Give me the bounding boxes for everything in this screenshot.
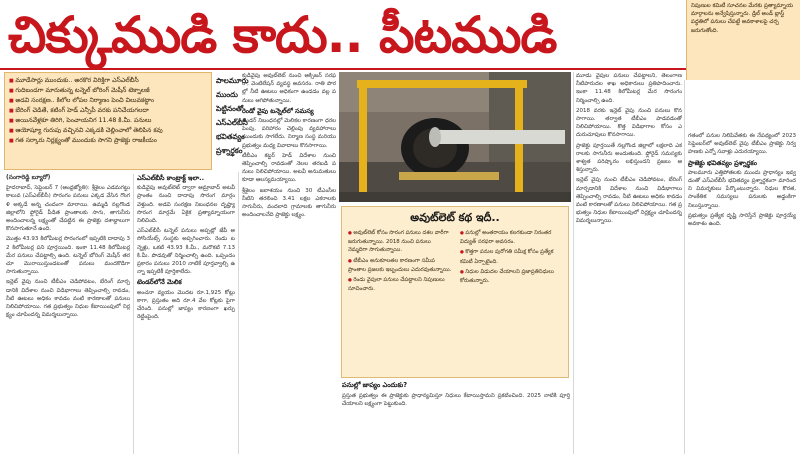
article-column-1 [6,174,130,454]
paragraph: మొత్తం 43.93 కిలోమీటర్ల సొరంగంలో ఇప్పటికి దాదాపు 32 కిలోమీటర్ల పని పూర్తయింది. ఇంకా 11.48 కిలోమీటర్ల మేర పనులు చేపట్టాల్సి ఉంది. టన్నెల్ బోరింగ్ మెషీన్ తరచూ మొరాయిస్తుండటంతో పనులు మందకొడిగా సాగుతున్నాయి. [6,236,130,276]
pull-quote-line: ఎస్ఎల్‌బీసీ [216,118,248,127]
sidebar-column-right [460,229,564,377]
headline-rule [0,68,800,70]
summary-bullet: ■ గత సర్కారు నిర్లక్ష్యంతో ముందుకు సాగని ప్రాజెక్టు రాజకీయం [9,136,207,146]
paragraph: టెండర్ నిబంధనల్లో మెలికల కారణంగా ధరల పెంపు, పరిహారం చెల్లింపు వ్యవహారాలు ముందుకు సాగలేదు. నిర్మాణ సంస్థ మరియు ప్రభుత్వం మధ్య వివాదాలు కొనసాగాయి. [242,118,336,149]
sidebar-title: అవుట్‌లెట్ కథ ఇదీ.. [410,211,500,224]
paragraph: పాలమూరు ఎత్తిపోతలకు ముందు ప్రాధాన్యం ఇవ్వడంతో ఎస్ఎల్‌బీసీ భవితవ్యం ప్రశ్నార్థకంగా మారిందని విమర్శకులు పేర్కొంటున్నారు. నిధుల కొరత, సాంకేతిక సమస్యలు పనులకు అడ్డంకిగా నిలుస్తున్నాయి. [688,169,796,209]
paragraph: హైదరాబాద్, సెప్టెంబర్ 7 (ఆంధ్రజ్యోతి): శ్రీశైలం ఎడమగట్టు కాలువ (ఎస్ఎల్‌బీసీ) సొరంగం పనులు ఎక్కడ వేసిన గొంగళి అక్కడే అన్న చందంగా మారాయి. ఉమ్మడి నల్లగొండ జిల్లాలోని ఫ్లోరైడ్ పీడిత ప్రాంతాలకు సాగు, తాగునీరు అందించాలన్న లక్ష్యంతో చేపట్టిన ఈ ప్రాజెక్టు దశాబ్దాలుగా కొనసాగుతూనే ఉంది. [6,185,130,233]
right-top-text: నిపుణుల కమిటీ సూచనల మేరకు ప్రత్యామ్నాయ మార్గాలను అన్వేషిస్తున్నారు. డ్రిల్ అండ్ బ్లాస్ట్ పద్ధతిలో పనులు చేపట్టే అవకాశాలపై చర్చ జరుగుతోంది. [691,3,794,34]
sidebar-point: ● పనుల్లో అంతరాయం కలగకుండా నిరంతర విద్యుత్ సరఫరా అవసరం. [460,229,564,246]
right-top-box [686,0,800,80]
summary-bullet: ■ బేరింగ్ చెడితే, కటింగ్ హెడ్ ఎన్సీపీ వరకు పనిచేయగలదా [9,106,207,116]
paragraph: ఇన్లెట్ వైపు నుంచి టీబీఎం చెడిపోవటం, బేరింగ్ మార్చడానికి విదేశాల నుంచి విడిభాగాలు తెప్పించాల్సి రావడం, నీటి ఊటలు అధికం కావడం వంటి కారణాలతో పనులు నిలిచిపోయాయి. గత ప్రభుత్వం నిధుల కేటాయింపులో నిర్లక్ష్యం చూపిందన్న విమర్శలున్నాయి. [6,279,130,319]
subheading: ఎస్ఎల్‌బీసీ కాంట్రాక్ట్ ఇలా.. [137,174,204,182]
paragraph: అంచనా వ్యయం మొదట రూ.1,925 కోట్లు కాగా, ప్రస్తుతం అది రూ.4 వేల కోట్లకు పైగా చేరింది. పనుల్లో జాప్యం కారణంగా ఖర్చు రెట్టింపైంది. [137,289,235,321]
subheading: ప్రాజెక్టు భవితవ్యం ప్రశ్నార్థకం [688,158,757,167]
article-column-5 [688,132,796,454]
subheading: టెండర్‌లోనే మెలిక [137,278,182,287]
paragraph: ప్రాజెక్టు పూర్తయితే నల్లగొండ జిల్లాలో లక్షలాది ఎకరాలకు సాగునీరు అందుతుంది. ఫ్లోరైడ్ సమస్యకు శాశ్వత పరిష్కారం లభిస్తుందని ప్రజలు ఆశిస్తున్నారు. [576,142,682,174]
sidebar-point: ● కొత్తగా పనుల పురోగతి సమీక్ష కోసం ప్రత్యేక కమిటీ ఏర్పాటైంది. [460,248,564,265]
pull-quote-line: ప్రశ్నార్థకం [216,146,243,155]
summary-bullet: ■ అయినవేళ్లకూ తిరిగి, పెంచాయనిగ 11.48 కి.మీ. పనులు [9,116,207,126]
column-divider [133,174,134,454]
summary-bullet: ■ అడవి సంరక్షణ.. కిలోల లోపల నిర్మాణం పెంచి విలువకట్టాం [9,96,207,106]
paragraph: కుడివైపు అవుట్‌లెట్ నుంచి ఆక్సిజన్ సరఫరా, వెంటిలేషన్ వ్యవస్థ అవసరం. రాతి పొరల్లో నీటి ఊటలు అధికంగా ఉండడం వల్ల పనులు ఆగిపోతున్నాయి. [242,73,336,104]
sidebar-box [341,206,569,378]
paragraph: ప్రభుత్వం ప్రత్యేక దృష్టి సారిస్తేనే ప్రాజెక్టు పూర్తయ్యే అవకాశం ఉంది. [688,212,796,228]
bottom-subheading: పనుల్లో జాప్యం ఎందుకు? [342,381,408,389]
paragraph: గతంలో పనుల నిలిపివేతకు ఈ నేపథ్యంలో 2023 సెప్టెంబర్‌లో అవుట్‌లెట్ వైపు టీబీఎం ప్రాజెక్టు నిర్వహణకు ఎన్నో సవాళ్లు ఎదురయ్యాయి. [688,133,796,156]
tunnel-image [339,72,571,202]
sidebar-point: ● టీబీఎం అనుకూలతల కారణంగా సమీప ప్రాంతాల ప్రజలకు ఇబ్బందులు ఎదురవుతున్నాయి. [348,257,452,274]
sidebar-point: ● రెండు వైపులా పనులు చేపట్టాలని నిపుణులు సూచించారు. [348,276,452,293]
column-divider [238,172,239,454]
paragraph: 2018 వరకు ఇన్లెట్ వైపు నుంచి పనులు కొనసాగాయి. తర్వాత టీబీఎం పాడవడంతో నిలిచిపోయాయి. కొత్త విడిభాగాల కోసం ఎదురుచూపులు కొనసాగాయి. [576,107,682,139]
paragraph: ఇన్లెట్ వైపు నుంచి టీబీఎం చెడిపోవటం, బేరింగ్ మార్చడానికి విదేశాల నుంచి విడిభాగాలు తెప్పించాల్సి రావడం, నీటి ఊటలు అధికం కావడం వంటి కారణాలతో పనులు నిలిచిపోయాయి. గత ప్రభుత్వం నిధుల కేటాయింపులో నిర్లక్ష్యం చూపిందన్న విమర్శలున్నాయి. [576,177,682,225]
column-divider [684,80,685,454]
summary-bullet: ■ గుదిబండగా మారుతున్న టన్నెల్ బోరింగ్ మెషీన్ టెక్నాలజీ [9,86,207,96]
subheading: రెండో వైపు టన్నెల్‌లో సమస్య [242,106,314,115]
article-column-3 [242,72,336,454]
article-column-4 [576,72,682,454]
paragraph: ఎస్ఎల్‌బీసీ టన్నెల్ పనులు అప్పట్లో జేపీ అసోసియేట్స్ సంస్థకు అప్పగించారు. రెండు టన్నెళ్లు, ఒకటి 43.93 కి.మీ., మరొకటి 7.13 కి.మీ. పొడవుతో నిర్మించాల్సి ఉంది. ఒప్పందం ప్రకారం పనులు 2010 నాటికే పూర్తవ్వాల్సి ఉన్నా ఇప్పటికీ పూర్తికాలేదు. [137,228,235,276]
article-bottom-block [342,392,570,454]
paragraph: టీబీఎం కట్టర్ హెడ్ విదేశాల నుంచి తెప్పించాల్సి రావడంతో నెలల తరబడి పనులు నిలిచిపోయాయి. అటవీ అనుమతులు కూడా ఆలస్యమయ్యాయి. [242,152,336,184]
summary-bullet: ■ మూడేసార్లు ముందుకు.. అరకొర విరిక్తిగా ఎస్ఎల్‌బీసీ [9,76,207,86]
pull-quote-line: భవితవ్యం [216,132,245,141]
sidebar-point: ● నిధుల విడుదల చేయాలని ప్రజాప్రతినిధులు కోరుతున్నారు. [460,268,564,285]
headline: చిక్కుముడి కాదు.. పీటముడి [8,6,557,64]
sidebar-point: ● అవుట్‌లెట్ కోసం సొరంగ పనులు దశల వారీగా జరుగుతున్నాయి. 2018 నుంచి పనులు నెమ్మదిగా సాగుతున్నాయి. [348,229,452,255]
column-divider [573,72,574,454]
pull-quote-line: పాలమూరు [216,76,249,85]
pull-quote-line: ముందు [216,90,238,99]
tunnel-photo [339,72,571,202]
byline: (సంగారెడ్డి బ్యూరో) [6,174,51,181]
sidebar-column-left [348,229,452,377]
paragraph: ప్రస్తుత ప్రభుత్వం ఈ ప్రాజెక్టుకు ప్రాధాన్యమిస్తూ నిధులు కేటాయిస్తామని ప్రకటించింది. 2025 నాటికి పూర్తి చేయాలని లక్ష్యంగా పెట్టుకుంది. [342,393,570,408]
pull-quote-line: పెట్టినంతో [216,104,244,113]
article-column-2 [137,72,235,454]
paragraph: కుడివైపు అవుట్‌లెట్ ద్వారా ఆమ్రాబాద్ అటవీ ప్రాంతం నుంచి దాదాపు సొరంగ మార్గం వెళ్తుంది. అడవి సంరక్షణ నిబంధనల దృష్ట్యా సొరంగ మార్గమే ఏకైక ప్రత్యామ్నాయంగా నిలిచింది. [137,185,235,225]
paragraph: శ్రీశైలం జలాశయం నుంచి 30 టీఎంసీల నీటిని తరలించి 3.41 లక్షల ఎకరాలకు సాగునీరు, వందలాది గ్రామాలకు తాగునీరు అందించాలనేది ప్రాజెక్టు లక్ష్యం. [242,187,336,219]
paragraph: మూడు వైపుల పనులు చేపట్టాలని, తెలంగాణ నీటిపారుదల శాఖ అధికారులు ప్రతిపాదించారు. ఇంకా 11.48 కిలోమీటర్ల మేర సొరంగం నిర్మించాల్సి ఉంది. [576,73,682,104]
summary-bullet: ■ ఆయోష్యూ గురుపు వచ్చినవి ఎక్కడకి చెల్లించాలో తెలిపిన కవు [9,126,207,136]
